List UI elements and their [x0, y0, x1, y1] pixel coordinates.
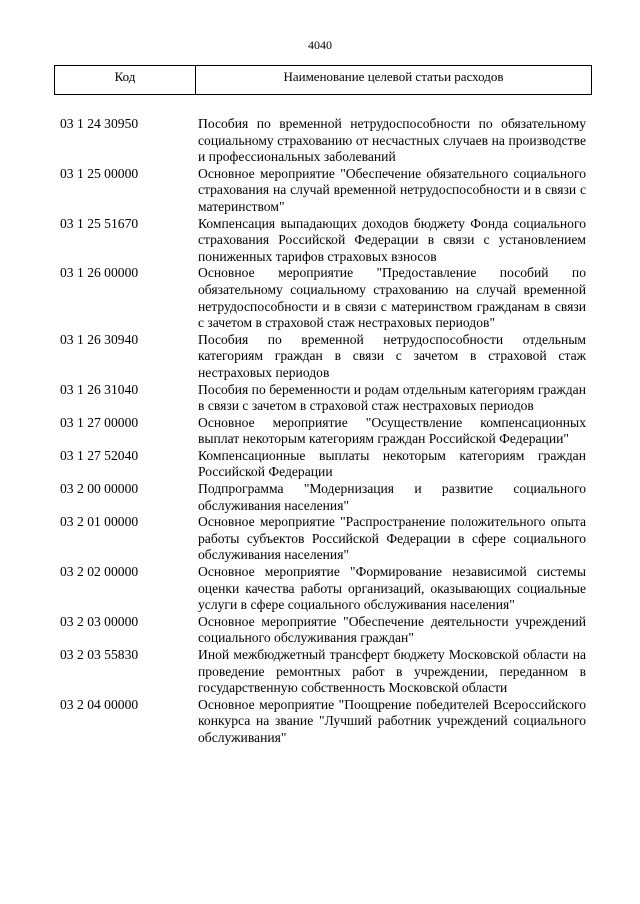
row-name: Основное мероприятие "Обеспечение обязательного социального страхования на случай временной нетрудоспособности и в связи с материнством"	[198, 165, 586, 214]
row-code: 03 2 03 55830	[60, 647, 139, 662]
table-row	[60, 514, 586, 564]
column-header-name: Наименование целевой статьи расходов	[195, 66, 591, 94]
row-name: Основное мероприятие "Распространение положительного опыта работы субъектов Российской Федерации в сфере социального обслуживания населения"	[198, 514, 586, 563]
table-row	[60, 614, 586, 647]
table-row	[60, 216, 586, 266]
row-code: 03 1 24 30950	[60, 116, 139, 131]
row-name: Подпрограмма "Модернизация и развитие социального обслуживания населения"	[198, 481, 586, 513]
column-header-code: Код	[114, 69, 136, 84]
table-row	[60, 481, 586, 514]
row-code: 03 1 26 00000	[60, 265, 139, 281]
row-code: 03 1 25 51670	[60, 215, 139, 231]
page-number: 4040	[308, 38, 332, 52]
row-code: 03 2 03 00000	[60, 613, 139, 629]
row-name: Основное мероприятие "Предоставление пособий по обязательному социальному страхованию на случай временной нетрудоспособности и в связи с материнством гражданам в связи с зачетом в страховой стаж нестраховых периодов"	[198, 265, 586, 331]
table-body	[60, 116, 586, 747]
row-name: Пособия по беременности и родам отдельным категориям граждан в связи с зачетом в страховой стаж нестраховых периодов	[198, 381, 586, 414]
table-header	[54, 65, 592, 95]
table-row	[60, 448, 586, 481]
row-code: 03 1 27 00000	[60, 414, 139, 430]
table-row	[60, 647, 586, 697]
table-row	[60, 415, 586, 448]
table-row	[60, 265, 586, 331]
table-row	[60, 564, 586, 614]
row-code: 03 1 25 00000	[60, 165, 139, 181]
row-code: 03 1 27 52040	[60, 447, 139, 463]
row-code: 03 2 04 00000	[60, 696, 139, 712]
row-name: Основное мероприятие "Обеспечение деятельности учреждений социального обслуживания граждан"	[198, 613, 586, 646]
table-row	[60, 116, 586, 166]
table-row	[60, 697, 586, 747]
table-row	[60, 332, 586, 382]
row-name: Компенсационные выплаты некоторым категориям граждан Российской Федерации	[198, 447, 586, 480]
table-row	[60, 382, 586, 415]
row-code: 03 2 00 00000	[60, 481, 139, 497]
row-code: 03 1 26 30940	[60, 331, 139, 347]
row-name: Основное мероприятие "Формирование независимой системы оценки качества работы организаций, оказывающих социальные услуги в сфере социального обслуживания населения"	[198, 564, 586, 613]
table-row	[60, 166, 586, 216]
row-name: Иной межбюджетный трансферт бюджету Московской области на проведение ремонтных работ в учреждении, переданном в государственную собственность Московской области	[198, 647, 586, 696]
row-code: 03 2 01 00000	[60, 514, 139, 530]
row-name: Пособия по временной нетрудоспособности по обязательному социальному страхованию от несчастных случаев на производстве и профессиональных заболеваний	[198, 116, 586, 165]
row-name: Пособия по временной нетрудоспособности отдельным категориям граждан в связи с зачетом в страховой стаж нестраховых периодов	[198, 331, 586, 380]
row-code: 03 2 02 00000	[60, 564, 139, 580]
row-code: 03 1 26 31040	[60, 381, 139, 397]
row-name: Основное мероприятие "Поощрение победителей Всероссийского конкурса на звание "Лучший работник учреждений социального обслуживания"	[198, 696, 586, 745]
row-name: Основное мероприятие "Осуществление компенсационных выплат некоторым категориям граждан Российской Федерации"	[198, 414, 586, 447]
row-name: Компенсация выпадающих доходов бюджету Фонда социального страхования Российской Федерации в связи с установлением пониженных тарифов страховых взносов	[198, 215, 586, 264]
